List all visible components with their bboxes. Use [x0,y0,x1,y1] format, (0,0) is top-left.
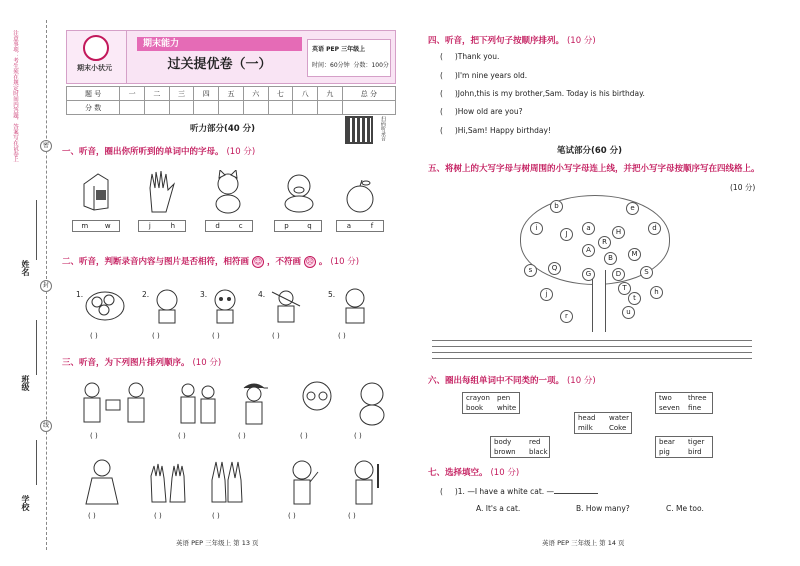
letter-bubble[interactable]: S [640,266,653,279]
letter-bubble[interactable]: d [648,222,661,235]
score-cell: 六 [243,87,268,101]
s2-answer-blank[interactable]: ( ) [212,332,220,340]
class-line [36,320,37,375]
section-5-title: 五、将树上的大写字母与树周围的小写字母连上线，并把小写字母按顺序写在四线格上。 [428,164,760,174]
score-input[interactable] [318,101,343,115]
section-6-title [428,374,596,386]
section-7-title [428,466,519,478]
word-option[interactable]: fine [688,404,702,412]
section-4-points: (10 分) [566,36,596,46]
letter-bubble[interactable]: T [618,282,631,295]
section-3-title [62,356,221,368]
s4-item [440,107,523,116]
section-2-mid: ，不符画 [266,257,301,267]
letter-bubble[interactable]: B [604,252,617,265]
meta-time-score [312,60,389,69]
s3-answer-blank[interactable]: ( ) [354,432,362,440]
school-line [36,440,37,485]
s4-text: )I'm nine years old. [454,71,528,80]
s7-answer-line[interactable] [554,486,598,494]
qr-code-icon[interactable] [345,116,373,144]
score-cell: 七 [268,87,293,101]
girl-dress-icon [82,458,122,506]
class-label: 班级 [21,375,30,391]
word-option[interactable]: red [529,438,541,446]
letter-bubble[interactable]: e [626,202,639,215]
choice-letter[interactable]: q [307,222,312,230]
score-cell: 一 [120,87,145,101]
letter-bubble[interactable]: t [628,292,641,305]
choice-letter[interactable]: c [238,222,243,230]
s1-choice-1[interactable] [72,220,120,232]
score-cell: 分 数 [67,101,120,115]
s2-number: 3. [200,290,208,299]
s7-option-b[interactable]: B. How many? [576,504,630,513]
score-cell: 八 [293,87,318,101]
tree-trunk [592,270,606,332]
girl-pencil-icon [346,458,386,506]
s7-option-c[interactable]: C. Me too. [666,504,704,513]
s4-text: )John,this is my brother,Sam. Today is his birthday. [454,89,645,98]
score-input[interactable] [144,101,169,115]
s7-question-text: )1. —I have a white cat. — [454,487,555,496]
score-input[interactable] [219,101,244,115]
meta-score: 分数：100分 [353,62,389,69]
choice-letter[interactable]: p [284,222,289,230]
boy-icon [338,286,372,324]
child-eyes-icon [208,286,242,324]
s4-blank[interactable]: ( [440,71,455,80]
s4-item [440,126,551,135]
letter-bubble[interactable]: A [582,244,595,257]
s2-number: 5. [328,290,336,299]
score-value-row [67,101,396,115]
s7-blank[interactable]: ( [440,487,455,496]
score-input[interactable] [194,101,219,115]
letter-bubble[interactable]: i [530,222,543,235]
listening-part-title: 听力部分(40 分) [190,124,256,134]
name-line [36,200,37,260]
s4-item [440,89,645,98]
choice-letter[interactable]: f [370,222,374,230]
section-1-text: 一、听音，圈出你所听到的单词中的字母。 [62,147,224,157]
writing-line [432,352,752,353]
word-option[interactable]: white [497,404,517,412]
s7-question [440,486,598,496]
cat-icon [210,170,246,214]
s4-blank[interactable]: ( [440,126,455,135]
milk-carton-icon [78,170,112,212]
score-cell: 三 [169,87,194,101]
letter-bubble[interactable]: Q [548,262,561,275]
section-6-text: 六、圈出每组单词中不同类的一项。 [428,376,565,386]
s4-item [440,71,527,80]
letter-bubble[interactable]: R [598,236,611,249]
score-input[interactable] [293,101,318,115]
word-option[interactable]: pen [497,394,511,402]
section-2-text: 二、听音，判断录音内容与图片是否相符，相符画 [62,257,250,267]
choice-letter[interactable]: a [346,222,352,230]
binding-notice: 注意事项：考生须在规定时间内答题，答案写在试卷上 [12,30,18,162]
two-kids-icon [176,380,222,426]
s3-answer-blank[interactable]: ( ) [88,512,96,520]
writing-line [432,340,752,341]
s7-option-a[interactable]: A. It's a cat. [476,504,521,513]
choice-letter[interactable]: j [148,222,151,230]
word-option[interactable]: bear [659,438,675,446]
section-3-points: (10 分) [192,358,222,368]
word-option[interactable]: head [578,414,596,422]
sad-face-icon: ☹ [305,256,315,266]
girl-glasses-icon [296,378,338,424]
binding-ring-1: 密 [40,140,52,152]
s2-number: 1. [76,290,84,299]
word-group-4 [490,436,550,458]
word-option[interactable]: crayon [466,394,490,402]
word-option[interactable]: bird [688,448,702,456]
word-option[interactable]: three [688,394,707,402]
logo-text: 期末小状元 [77,64,112,72]
s2-number: 2. [142,290,150,299]
score-header-row [67,87,396,101]
s3-answer-blank[interactable]: ( ) [212,512,220,520]
qr-label: 扫码听录音 [380,116,386,141]
word-option[interactable]: milk [578,424,593,432]
letter-bubble[interactable]: D [612,268,625,281]
section-4-text: 四、听音，把下列句子按顺序排列。 [428,36,565,46]
writing-part-title: 笔试部分(60 分) [557,146,623,156]
letter-bubble[interactable]: J [560,228,573,241]
s2-answer-blank[interactable]: ( ) [152,332,160,340]
s3-answer-blank[interactable]: ( ) [154,512,162,520]
school-label: 学校 [21,495,30,511]
exam-meta [307,39,391,77]
choice-letter[interactable]: w [104,222,111,230]
score-table [66,86,396,115]
orange-basket-icon [84,288,126,322]
child-face-icon [150,286,184,324]
s3-answer-blank[interactable]: ( ) [90,432,98,440]
s1-choice-2[interactable] [138,220,186,232]
score-cell: 四 [194,87,219,101]
logo-band [67,31,127,83]
writing-line [432,358,752,359]
word-option[interactable]: water [609,414,629,422]
s4-item [440,52,499,61]
s4-text: )How old are you? [454,107,523,116]
word-option[interactable]: pig [659,448,670,456]
word-option[interactable]: black [529,448,548,456]
section-1-points: (10 分) [226,147,256,157]
score-input[interactable] [342,101,395,115]
name-label: 姓名 [21,260,30,276]
section-3-text: 三、听音，为下列图片排列顺序。 [62,358,190,368]
letter-bubble[interactable]: j [540,288,553,301]
section-7-points: (10 分) [490,468,520,478]
s2-answer-blank[interactable]: ( ) [90,332,98,340]
tiger-icon [354,380,390,426]
section-1-title [62,145,255,157]
s4-blank[interactable]: ( [440,107,455,116]
word-group-1 [462,392,520,414]
s4-text: )Hi,Sam! Happy birthday! [454,126,551,135]
s2-answer-blank[interactable]: ( ) [338,332,346,340]
peace-hand-icon [206,458,246,506]
letter-bubble[interactable]: r [560,310,573,323]
s3-answer-blank[interactable]: ( ) [238,432,246,440]
letter-bubble[interactable]: M [628,248,641,261]
letter-bubble[interactable]: u [622,306,635,319]
choice-letter[interactable]: h [170,222,176,230]
section-5-points: (10 分) [730,183,756,192]
right-page-footer: 英语 PEP 三年级上 第 14 页 [542,539,625,547]
word-option[interactable]: tiger [688,438,705,446]
binding-ring-2: 封 [40,280,52,292]
s2-answer-blank[interactable]: ( ) [272,332,280,340]
score-input[interactable] [169,101,194,115]
score-cell: 二 [144,87,169,101]
s3-answer-blank[interactable]: ( ) [178,432,186,440]
hand-icon [144,168,178,214]
binding-margin [0,0,58,566]
s4-blank[interactable]: ( [440,52,455,61]
binding-ring-3: 线 [40,420,52,432]
letter-bubble[interactable]: a [582,222,595,235]
section-7-text: 七、选择填空。 [428,468,488,478]
score-input[interactable] [120,101,145,115]
section-2-points: (10 分) [330,257,360,267]
score-input[interactable] [268,101,293,115]
score-cell: 题 号 [67,87,120,101]
word-option[interactable]: Coke [609,424,627,432]
girl-waving-icon [282,458,322,506]
s4-text: )Thank you. [454,52,500,61]
s3-answer-blank[interactable]: ( ) [288,512,296,520]
open-hands-icon [148,458,188,506]
score-input[interactable] [243,101,268,115]
score-cell: 总 分 [342,87,395,101]
exam-subtitle: 期末能力 [137,37,302,51]
letter-bubble[interactable]: h [650,286,663,299]
word-group-3 [655,392,713,414]
letter-bubble[interactable]: s [524,264,537,277]
meta-time: 时间：60分钟 [312,62,350,69]
choice-letter[interactable]: m [81,222,89,230]
section-4-title [428,34,596,46]
smile-face-icon: ☺ [253,256,263,266]
letter-bubble[interactable]: G [582,268,595,281]
word-option[interactable]: body [494,438,512,446]
choice-letter[interactable]: d [215,222,220,230]
pig-icon [280,172,318,214]
s3-answer-blank[interactable]: ( ) [300,432,308,440]
s1-choice-4[interactable] [274,220,322,232]
s4-blank[interactable]: ( [440,89,455,98]
score-cell: 五 [219,87,244,101]
brand-logo-icon [83,35,109,61]
exam-header [66,30,396,84]
child-stretch-icon [268,286,304,324]
s1-choice-3[interactable] [205,220,253,232]
apple-icon [343,180,377,214]
score-cell: 九 [318,87,343,101]
section-2-title [62,255,359,268]
letter-bubble[interactable]: H [612,226,625,239]
writing-line [432,346,752,347]
word-option[interactable]: seven [659,404,680,412]
left-page-footer: 英语 PEP 三年级上 第 13 页 [176,539,259,547]
boy-cap-icon [236,380,272,426]
word-option[interactable]: brown [494,448,516,456]
word-group-2 [574,412,632,434]
section-2-end: 。 [318,257,328,267]
exam-title: 过关提优卷（一） [167,57,272,72]
giving-gift-icon [76,380,152,426]
word-option[interactable]: two [659,394,672,402]
word-group-5 [655,436,713,458]
s3-answer-blank[interactable]: ( ) [348,512,356,520]
letter-bubble[interactable]: b [550,200,563,213]
s1-choice-5[interactable] [336,220,384,232]
word-option[interactable]: book [466,404,484,412]
s2-number: 4. [258,290,266,299]
meta-subject: 英语 PEP 三年级上 [312,46,366,53]
section-6-points: (10 分) [566,376,596,386]
